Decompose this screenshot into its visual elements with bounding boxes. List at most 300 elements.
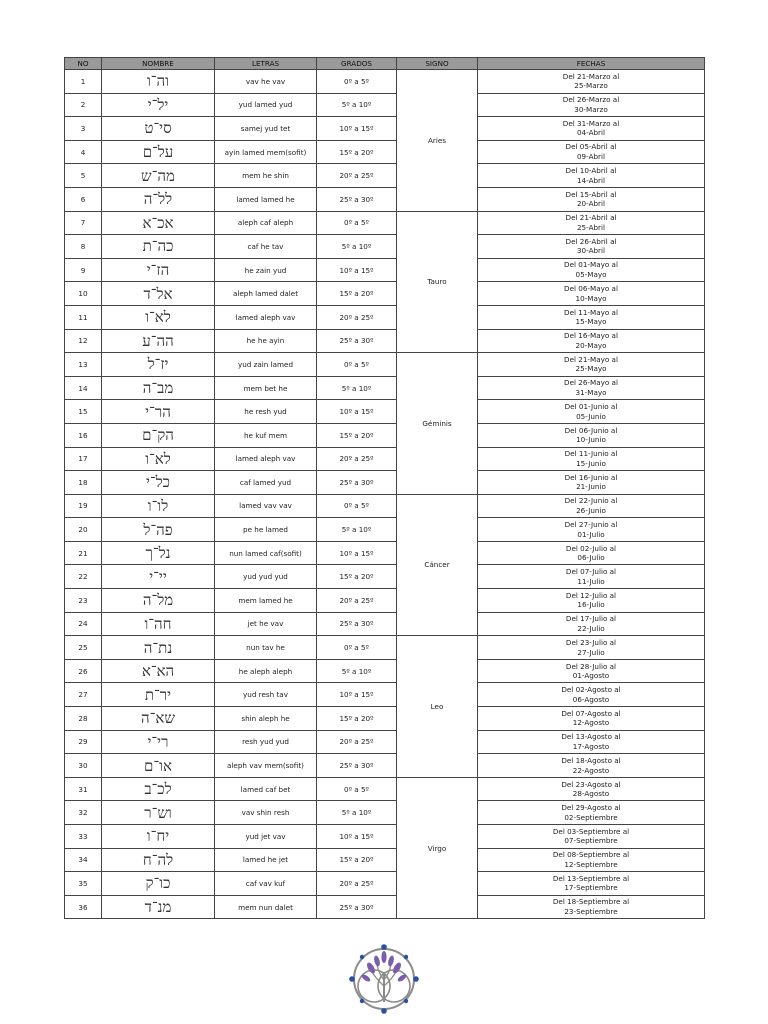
hebrew-name: כל־י	[102, 471, 215, 495]
row-number: 11	[65, 305, 102, 329]
letters-cell: resh yud yud	[215, 730, 317, 754]
tree-of-life-logo-icon	[347, 942, 421, 1016]
table-row	[65, 329, 705, 353]
date-from: Del 12-Julio al	[565, 590, 617, 600]
table-row	[65, 187, 705, 211]
degrees-cell: 0º a 5º	[317, 777, 397, 801]
degrees-cell: 25º a 30º	[317, 187, 397, 211]
table-row	[65, 140, 705, 164]
letters-cell: lamed he jet	[215, 848, 317, 872]
degrees-cell: 5º a 10º	[317, 235, 397, 259]
dates-cell	[478, 825, 705, 849]
date-from: Del 06-Junio al	[564, 425, 618, 435]
hebrew-name: נת־ה	[102, 636, 215, 660]
letters-cell: caf lamed yud	[215, 471, 317, 495]
hebrew-name: הז־י	[102, 258, 215, 282]
letters-cell: lamed aleph vav	[215, 447, 317, 471]
letters-cell: aleph lamed dalet	[215, 282, 317, 306]
date-to: 22-Agosto	[572, 765, 610, 775]
letters-cell: he zain yud	[215, 258, 317, 282]
row-number: 22	[65, 565, 102, 589]
table-row	[65, 895, 705, 919]
degrees-cell: 25º a 30º	[317, 895, 397, 919]
table-row	[65, 258, 705, 282]
date-to: 25-Marzo	[574, 81, 608, 91]
date-from: Del 26-Abril al	[565, 236, 617, 246]
date-from: Del 16-Mayo al	[564, 331, 618, 341]
degrees-cell: 25º a 30º	[317, 471, 397, 495]
row-number: 26	[65, 659, 102, 683]
date-to: 31-Mayo	[575, 388, 607, 398]
degrees-cell: 10º a 15º	[317, 258, 397, 282]
dates-cell	[478, 848, 705, 872]
date-to: 11-Julio	[577, 576, 605, 586]
hebrew-name: שא־ה	[102, 707, 215, 731]
dates-cell	[478, 235, 705, 259]
hebrew-name: על־ם	[102, 140, 215, 164]
date-from: Del 26-Mayo al	[564, 378, 618, 388]
date-to: 23-Septiembre	[564, 907, 618, 917]
hebrew-name: וה־ו	[102, 70, 215, 94]
letters-cell: aleph vav mem(sofit)	[215, 754, 317, 778]
hebrew-name: יר־ת	[102, 683, 215, 707]
degrees-cell: 25º a 30º	[317, 754, 397, 778]
dates-cell	[478, 211, 705, 235]
table-row	[65, 400, 705, 424]
table-row	[65, 447, 705, 471]
row-number: 4	[65, 140, 102, 164]
hebrew-name: יז־ל	[102, 353, 215, 377]
hebrew-name: כו־ק	[102, 872, 215, 896]
date-from: Del 10-Abril al	[565, 166, 617, 176]
date-from: Del 08-Septiembre al	[552, 850, 630, 860]
header-fechas: FECHAS	[478, 58, 705, 70]
table-row	[65, 801, 705, 825]
dates-cell	[478, 376, 705, 400]
letters-cell: yud zain lamed	[215, 353, 317, 377]
date-to: 16-Julio	[577, 600, 605, 610]
table-body	[65, 70, 705, 919]
date-from: Del 23-Agosto al	[561, 779, 621, 789]
date-from: Del 01-Junio al	[564, 402, 618, 412]
dates-cell	[478, 494, 705, 518]
date-to: 17-Septiembre	[564, 883, 618, 893]
row-number: 32	[65, 801, 102, 825]
row-number: 28	[65, 707, 102, 731]
hebrew-name: לא־ו	[102, 305, 215, 329]
date-from: Del 21-Marzo al	[562, 71, 620, 81]
degrees-cell: 15º a 20º	[317, 565, 397, 589]
date-to: 30-Abril	[576, 246, 605, 256]
hebrew-name: מל־ה	[102, 589, 215, 613]
hebrew-name: לכ־ב	[102, 777, 215, 801]
dates-cell	[478, 565, 705, 589]
date-from: Del 18-Septiembre al	[552, 897, 630, 907]
table-row	[65, 541, 705, 565]
date-from: Del 23-Julio al	[565, 637, 617, 647]
date-to: 14-Abril	[576, 175, 605, 185]
date-to: 17-Agosto	[572, 741, 610, 751]
row-number: 16	[65, 423, 102, 447]
dates-cell	[478, 659, 705, 683]
dates-cell	[478, 70, 705, 94]
letters-cell: caf he tav	[215, 235, 317, 259]
row-number: 27	[65, 683, 102, 707]
hebrew-name: חה־ו	[102, 612, 215, 636]
date-from: Del 17-Julio al	[565, 614, 617, 624]
date-from: Del 21-Mayo al	[564, 354, 618, 364]
date-from: Del 27-Junio al	[564, 519, 618, 529]
hebrew-name: מה־ש	[102, 164, 215, 188]
dates-cell	[478, 447, 705, 471]
date-to: 01-Julio	[577, 529, 605, 539]
date-from: Del 13-Septiembre al	[552, 873, 630, 883]
hebrew-name: פה־ל	[102, 518, 215, 542]
row-number: 15	[65, 400, 102, 424]
letters-cell: lamed vav vav	[215, 494, 317, 518]
dates-cell	[478, 93, 705, 117]
hebrew-name: אל־ד	[102, 282, 215, 306]
table-row	[65, 376, 705, 400]
row-number: 33	[65, 825, 102, 849]
letters-cell: yud lamed yud	[215, 93, 317, 117]
date-to: 05-Mayo	[575, 270, 607, 280]
dates-cell	[478, 518, 705, 542]
hebrew-name: נל־ך	[102, 541, 215, 565]
degrees-cell: 15º a 20º	[317, 140, 397, 164]
date-from: Del 11-Junio al	[564, 449, 618, 459]
degrees-cell: 10º a 15º	[317, 683, 397, 707]
row-number: 17	[65, 447, 102, 471]
dates-cell	[478, 471, 705, 495]
row-number: 1	[65, 70, 102, 94]
table-row	[65, 282, 705, 306]
dates-cell	[478, 683, 705, 707]
date-from: Del 01-Mayo al	[564, 260, 618, 270]
letters-cell: yud resh tav	[215, 683, 317, 707]
degrees-cell: 10º a 15º	[317, 117, 397, 141]
row-number: 18	[65, 471, 102, 495]
degrees-cell: 20º a 25º	[317, 872, 397, 896]
sign-cell: Géminis	[397, 353, 478, 495]
hebrew-name: יי־י	[102, 565, 215, 589]
date-from: Del 18-Agosto al	[561, 755, 621, 765]
letters-cell: ayin lamed mem(sofit)	[215, 140, 317, 164]
table-row	[65, 93, 705, 117]
table-row	[65, 353, 705, 377]
date-to: 21-Junio	[576, 482, 606, 492]
dates-cell	[478, 872, 705, 896]
header-no: NO	[65, 58, 102, 70]
hebrew-name: אכ־א	[102, 211, 215, 235]
date-from: Del 02-Agosto al	[561, 685, 621, 695]
dates-cell	[478, 754, 705, 778]
row-number: 14	[65, 376, 102, 400]
row-number: 31	[65, 777, 102, 801]
dates-cell	[478, 707, 705, 731]
dates-cell	[478, 801, 705, 825]
letters-cell: mem nun dalet	[215, 895, 317, 919]
row-number: 19	[65, 494, 102, 518]
table-row	[65, 707, 705, 731]
row-number: 9	[65, 258, 102, 282]
row-number: 3	[65, 117, 102, 141]
degrees-cell: 0º a 5º	[317, 353, 397, 377]
table-row	[65, 730, 705, 754]
date-to: 01-Agosto	[572, 671, 610, 681]
date-from: Del 16-Junio al	[564, 472, 618, 482]
date-to: 06-Agosto	[572, 694, 610, 704]
dates-cell	[478, 282, 705, 306]
dates-cell	[478, 423, 705, 447]
sign-cell: Leo	[397, 636, 478, 778]
date-from: Del 29-Agosto al	[561, 803, 621, 813]
date-to: 02-Septiembre	[564, 812, 618, 822]
letters-cell: he aleph aleph	[215, 659, 317, 683]
degrees-cell: 20º a 25º	[317, 589, 397, 613]
letters-cell: mem lamed he	[215, 589, 317, 613]
row-number: 2	[65, 93, 102, 117]
table-row	[65, 305, 705, 329]
dates-cell	[478, 187, 705, 211]
table-row	[65, 825, 705, 849]
table-row	[65, 423, 705, 447]
angels-table	[64, 57, 705, 919]
degrees-cell: 5º a 10º	[317, 93, 397, 117]
degrees-cell: 10º a 15º	[317, 541, 397, 565]
hebrew-name: סי־ט	[102, 117, 215, 141]
sign-cell: Tauro	[397, 211, 478, 353]
letters-cell: mem bet he	[215, 376, 317, 400]
dates-cell	[478, 612, 705, 636]
date-to: 15-Mayo	[575, 317, 607, 327]
degrees-cell: 20º a 25º	[317, 164, 397, 188]
table-row	[65, 565, 705, 589]
degrees-cell: 15º a 20º	[317, 707, 397, 731]
date-to: 30-Marzo	[574, 104, 608, 114]
date-to: 20-Mayo	[575, 340, 607, 350]
date-to: 07-Septiembre	[564, 836, 618, 846]
date-to: 22-Julio	[577, 623, 605, 633]
date-from: Del 11-Mayo al	[564, 307, 618, 317]
date-from: Del 03-Septiembre al	[552, 826, 630, 836]
letters-cell: he resh yud	[215, 400, 317, 424]
date-to: 10-Junio	[576, 435, 606, 445]
degrees-cell: 20º a 25º	[317, 730, 397, 754]
table-row	[65, 848, 705, 872]
dates-cell	[478, 117, 705, 141]
letters-cell: nun lamed caf(sofit)	[215, 541, 317, 565]
degrees-cell: 0º a 5º	[317, 70, 397, 94]
letters-cell: lamed aleph vav	[215, 305, 317, 329]
degrees-cell: 20º a 25º	[317, 447, 397, 471]
row-number: 13	[65, 353, 102, 377]
letters-cell: lamed caf bet	[215, 777, 317, 801]
header-letras: LETRAS	[215, 58, 317, 70]
row-number: 29	[65, 730, 102, 754]
hebrew-name: כה־ת	[102, 235, 215, 259]
letters-cell: lamed lamed he	[215, 187, 317, 211]
row-number: 8	[65, 235, 102, 259]
date-to: 04-Abril	[576, 128, 605, 138]
degrees-cell: 10º a 15º	[317, 400, 397, 424]
row-number: 24	[65, 612, 102, 636]
letters-cell: yud yud yud	[215, 565, 317, 589]
letters-cell: vav he vav	[215, 70, 317, 94]
header-signo: SIGNO	[397, 58, 478, 70]
table-row	[65, 471, 705, 495]
letters-cell: he he ayin	[215, 329, 317, 353]
row-number: 34	[65, 848, 102, 872]
dates-cell	[478, 329, 705, 353]
date-to: 06-Julio	[577, 553, 605, 563]
row-number: 23	[65, 589, 102, 613]
degrees-cell: 25º a 30º	[317, 612, 397, 636]
degrees-cell: 15º a 20º	[317, 282, 397, 306]
date-from: Del 05-Abril al	[565, 142, 617, 152]
hebrew-name: הר־י	[102, 400, 215, 424]
table-row	[65, 235, 705, 259]
degrees-cell: 10º a 15º	[317, 825, 397, 849]
row-number: 6	[65, 187, 102, 211]
date-from: Del 07-Julio al	[565, 567, 617, 577]
date-to: 05-Junio	[576, 411, 606, 421]
degrees-cell: 5º a 10º	[317, 518, 397, 542]
row-number: 12	[65, 329, 102, 353]
date-to: 10-Mayo	[575, 293, 607, 303]
table-row	[65, 117, 705, 141]
letters-cell: yud jet vav	[215, 825, 317, 849]
letters-cell: caf vav kuf	[215, 872, 317, 896]
row-number: 21	[65, 541, 102, 565]
dates-cell	[478, 305, 705, 329]
date-to: 26-Junio	[576, 505, 606, 515]
header-grados: GRADOS	[317, 58, 397, 70]
table-row	[65, 777, 705, 801]
hebrew-name: לא־ו	[102, 447, 215, 471]
table-row	[65, 70, 705, 94]
hebrew-name: הה־ע	[102, 329, 215, 353]
sign-cell: Virgo	[397, 777, 478, 919]
table-row	[65, 494, 705, 518]
hebrew-name: לל־ה	[102, 187, 215, 211]
dates-cell	[478, 164, 705, 188]
hebrew-name: וש־ר	[102, 801, 215, 825]
degrees-cell: 25º a 30º	[317, 329, 397, 353]
hebrew-name: הא־א	[102, 659, 215, 683]
dates-cell	[478, 636, 705, 660]
letters-cell: shin aleph he	[215, 707, 317, 731]
date-from: Del 21-Abril al	[565, 213, 617, 223]
dates-cell	[478, 895, 705, 919]
table-row	[65, 683, 705, 707]
table-row	[65, 612, 705, 636]
letters-cell: pe he lamed	[215, 518, 317, 542]
letters-cell: mem he shin	[215, 164, 317, 188]
date-from: Del 26-Marzo al	[562, 95, 620, 105]
table-row	[65, 589, 705, 613]
hebrew-name: רי־י	[102, 730, 215, 754]
sign-cell: Aries	[397, 70, 478, 212]
dates-cell	[478, 258, 705, 282]
date-from: Del 22-Junio al	[564, 496, 618, 506]
table-row	[65, 659, 705, 683]
letters-cell: samej yud tet	[215, 117, 317, 141]
dates-cell	[478, 777, 705, 801]
row-number: 10	[65, 282, 102, 306]
table-row	[65, 211, 705, 235]
date-to: 28-Agosto	[572, 789, 610, 799]
date-to: 20-Abril	[576, 199, 605, 209]
hebrew-name: מב־ה	[102, 376, 215, 400]
degrees-cell: 0º a 5º	[317, 494, 397, 518]
letters-cell: nun tav he	[215, 636, 317, 660]
hebrew-name: הק־ם	[102, 423, 215, 447]
date-to: 09-Abril	[576, 152, 605, 162]
row-number: 20	[65, 518, 102, 542]
table-header-row	[65, 58, 705, 70]
row-number: 36	[65, 895, 102, 919]
letters-cell: jet he vav	[215, 612, 317, 636]
table-row	[65, 872, 705, 896]
table-row	[65, 518, 705, 542]
degrees-cell: 5º a 10º	[317, 801, 397, 825]
date-from: Del 15-Abril al	[565, 189, 617, 199]
date-from: Del 07-Agosto al	[561, 708, 621, 718]
row-number: 25	[65, 636, 102, 660]
sign-cell: Cáncer	[397, 494, 478, 636]
hebrew-name: לה־ח	[102, 848, 215, 872]
dates-cell	[478, 589, 705, 613]
date-from: Del 06-Mayo al	[564, 284, 618, 294]
dates-cell	[478, 353, 705, 377]
date-from: Del 02-Julio al	[565, 543, 617, 553]
letters-cell: vav shin resh	[215, 801, 317, 825]
row-number: 5	[65, 164, 102, 188]
table-row	[65, 636, 705, 660]
hebrew-name: יח־ו	[102, 825, 215, 849]
row-number: 35	[65, 872, 102, 896]
hebrew-name: יל־י	[102, 93, 215, 117]
header-nombre: NOMBRE	[102, 58, 215, 70]
degrees-cell: 5º a 10º	[317, 376, 397, 400]
date-from: Del 31-Marzo al	[562, 118, 620, 128]
date-to: 12-Septiembre	[564, 859, 618, 869]
degrees-cell: 15º a 20º	[317, 423, 397, 447]
row-number: 7	[65, 211, 102, 235]
date-to: 12-Agosto	[572, 718, 610, 728]
degrees-cell: 0º a 5º	[317, 211, 397, 235]
date-to: 25-Mayo	[575, 364, 607, 374]
table-row	[65, 754, 705, 778]
table-row	[65, 164, 705, 188]
date-to: 25-Abril	[576, 222, 605, 232]
letters-cell: aleph caf aleph	[215, 211, 317, 235]
hebrew-name: מנ־ד	[102, 895, 215, 919]
dates-cell	[478, 400, 705, 424]
degrees-cell: 15º a 20º	[317, 848, 397, 872]
letters-cell: he kuf mem	[215, 423, 317, 447]
degrees-cell: 0º a 5º	[317, 636, 397, 660]
dates-cell	[478, 730, 705, 754]
hebrew-name: או־ם	[102, 754, 215, 778]
date-to: 27-Julio	[577, 647, 605, 657]
date-from: Del 13-Agosto al	[561, 732, 621, 742]
row-number: 30	[65, 754, 102, 778]
date-to: 15-Junio	[576, 458, 606, 468]
date-from: Del 28-Julio al	[565, 661, 617, 671]
dates-cell	[478, 140, 705, 164]
